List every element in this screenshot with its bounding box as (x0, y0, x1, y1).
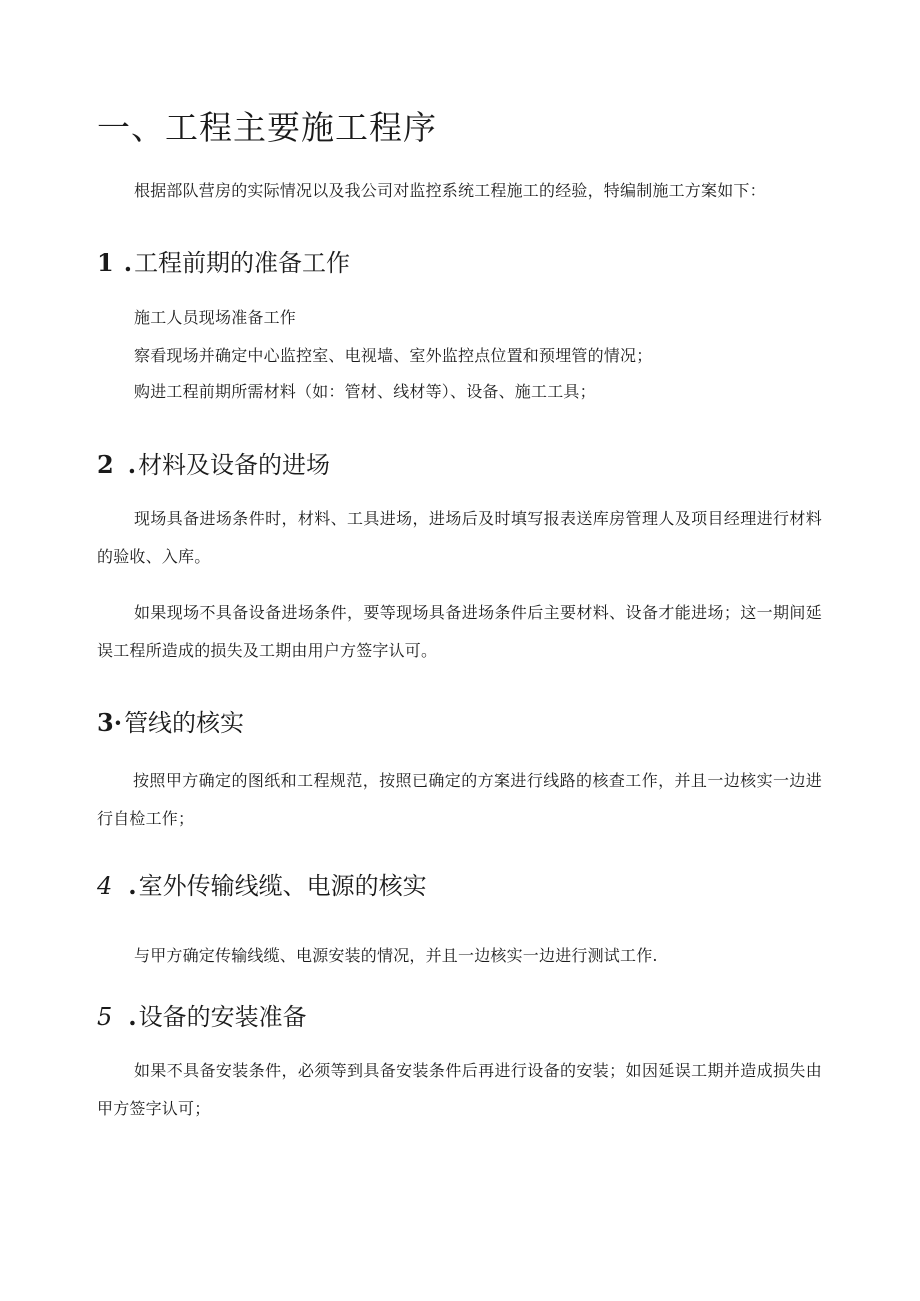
section-4-paragraph-1: 与甲方确定传输线缆、电源安装的情况，并且一边核实一边进行测试工作. (134, 946, 658, 965)
intro-paragraph: 根据部队营房的实际情况以及我公司对监控系统工程施工的经验，特编制施工方案如下： (134, 181, 766, 200)
section-number: 2 (97, 450, 114, 479)
section-1-line-1: 施工人员现场准备工作 (134, 308, 297, 327)
section-title: 管线的核实 (124, 709, 245, 737)
section-title: 室外传输线缆、电源的核实 (138, 872, 427, 900)
section-heading-3 (97, 703, 244, 738)
section-number: 5 (97, 1003, 113, 1031)
section-separator: . (128, 1002, 137, 1031)
section-heading-2 (97, 445, 330, 480)
section-title: 设备的安装准备 (138, 1003, 307, 1031)
section-separator: . (127, 450, 137, 479)
section-heading-4 (97, 866, 427, 901)
section-5-paragraph-1: 如果不具备安装条件，必须等到具备安装条件后再进行设备的安装；如因延误工期并造成损失由甲方签字认可； (97, 1061, 822, 1118)
section-heading-1 (97, 243, 350, 278)
section-separator: . (123, 248, 133, 277)
section-separator: · (113, 708, 123, 737)
section-title: 材料及设备的进场 (138, 451, 331, 479)
section-number: 3 (97, 708, 114, 737)
page-title: 一、工程主要施工程序 (97, 108, 437, 147)
section-separator: . (128, 871, 137, 900)
section-3-paragraph-1: 按照甲方确定的图纸和工程规范，按照已确定的方案进行线路的核查工作，并且一边核实一边进行自检工作； (97, 771, 822, 828)
section-1-line-2: 察看现场并确定中心监控室、电视墙、室外监控点位置和预埋管的情况； (134, 346, 653, 365)
section-heading-5 (97, 997, 307, 1032)
section-number: 4 (97, 872, 113, 900)
section-1-line-3: 购进工程前期所需材料（如：管材、线材等）、设备、施工工具； (134, 382, 596, 401)
section-2-paragraph-2: 如果现场不具备设备进场条件，要等现场具备进场条件后主要材料、设备才能进场；这一期间延误工程所造成的损失及工期由用户方签字认可。 (97, 603, 822, 660)
section-2-paragraph-1: 现场具备进场条件时，材料、工具进场，进场后及时填写报表送库房管理人及项目经理进行材料的验收、入库。 (97, 509, 822, 566)
section-number: 1 (97, 248, 114, 277)
section-title: 工程前期的准备工作 (134, 249, 351, 277)
